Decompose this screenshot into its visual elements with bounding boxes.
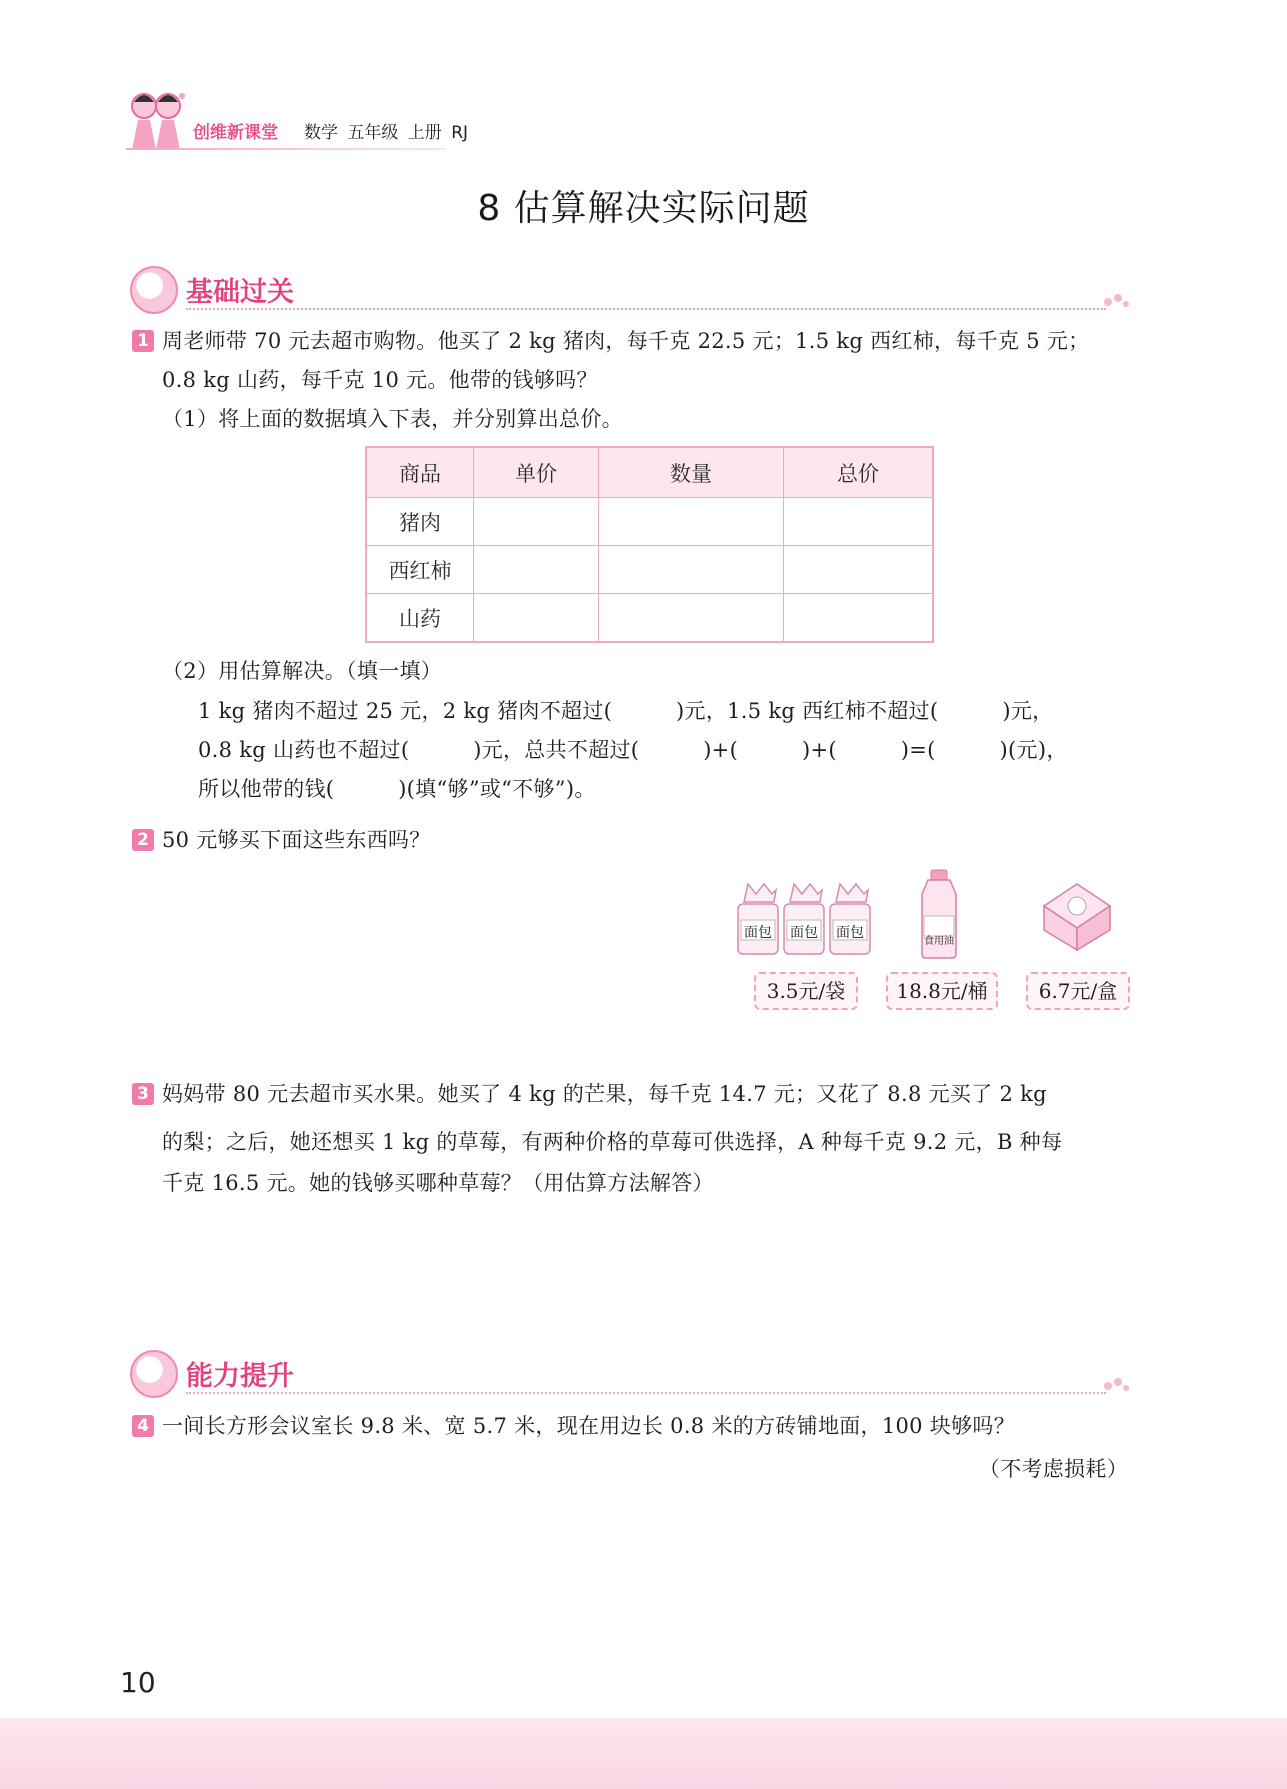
table-cell-item: 西红柿	[366, 546, 474, 594]
table-header: 数量	[599, 447, 784, 498]
page-title: 8 估算解决实际问题	[477, 188, 810, 229]
kids-mascot-icon	[124, 88, 190, 152]
q2-line: 50 元够买下面这些东西吗？	[162, 828, 431, 852]
bread-label: 面包	[836, 925, 864, 941]
q1-line-2: 0.8 kg 山药，每千克 10 元。他带的钱够吗？	[162, 368, 598, 392]
price-tag: 3.5元/袋	[754, 972, 858, 1010]
section-rule	[186, 1392, 1106, 1394]
gift-box-icon	[1040, 878, 1114, 952]
answer-cell[interactable]	[599, 594, 784, 643]
answer-cell[interactable]	[474, 546, 599, 594]
subject-label: 数学 五年级 上册 RJ	[304, 123, 469, 143]
bread-label: 面包	[744, 925, 772, 941]
table-row	[366, 594, 933, 643]
page-number: 10	[120, 1666, 156, 1699]
answer-cell[interactable]	[784, 498, 934, 546]
table-row	[366, 498, 933, 546]
question-number: 2	[132, 829, 154, 851]
header-rule	[126, 148, 446, 150]
price-tag: 18.8元/桶	[886, 972, 998, 1010]
bread-bags-icon	[734, 876, 874, 958]
q1-fill-line-1: 1 kg 猪肉不超过 25 元，2 kg 猪肉不超过( )元，1.5 kg 西红柿不超过( )元，	[198, 699, 1054, 723]
question-number: 4	[132, 1415, 154, 1437]
decor-dots-icon	[1102, 292, 1132, 308]
section-rule	[186, 308, 1106, 310]
table-header-row	[366, 447, 933, 498]
answer-cell[interactable]	[474, 498, 599, 546]
q3-line-1: 妈妈带 80 元去超市买水果。她买了 4 kg 的芒果，每千克 14.7 元；又花了 8.8 元买了 2 kg	[162, 1082, 1047, 1106]
q4-line: 一间长方形会议室长 9.8 米、宽 5.7 米，现在用边长 0.8 米的方砖铺地面，100 块够吗？	[162, 1414, 1015, 1438]
price-table	[365, 446, 934, 643]
q1-part2-prompt: （2）用估算解决。（填一填）	[162, 659, 443, 683]
answer-cell[interactable]	[784, 594, 934, 643]
q1-fill-line-3: 所以他带的钱( )(填“够”或“不够”)。	[198, 777, 596, 801]
table-header: 单价	[474, 447, 599, 498]
q1-line-1: 周老师带 70 元去超市购物。他买了 2 kg 猪肉，每千克 22.5 元；1.5 kg 西红柿，每千克 5 元；	[162, 329, 1090, 353]
q3-line-3: 千克 16.5 元。她的钱够买哪种草莓？（用估算方法解答）	[162, 1171, 714, 1195]
price-tag: 6.7元/盒	[1026, 972, 1130, 1010]
bottom-band	[0, 1718, 1287, 1789]
answer-cell[interactable]	[599, 498, 784, 546]
section-badge-icon	[130, 266, 178, 314]
table-header: 总价	[784, 447, 934, 498]
table-header: 商品	[366, 447, 474, 498]
decor-dots-icon	[1102, 1376, 1132, 1392]
oil-label: 食用油	[924, 936, 954, 947]
table-cell-item: 猪肉	[366, 498, 474, 546]
answer-cell[interactable]	[599, 546, 784, 594]
q1-fill-line-2: 0.8 kg 山药也不超过( )元，总共不超过( )+( )+( )=( )(元)，	[198, 738, 1068, 762]
question-number: 3	[132, 1083, 154, 1105]
section-badge-icon	[130, 1350, 178, 1398]
section-title-basic: 基础过关	[186, 277, 294, 308]
question-number: 1	[132, 330, 154, 352]
brand-label: 创维新课堂	[193, 123, 278, 143]
table-row	[366, 546, 933, 594]
answer-cell[interactable]	[784, 546, 934, 594]
q1-part1-prompt: （1）将上面的数据填入下表，并分别算出总价。	[162, 407, 623, 431]
q4-note: （不考虑损耗）	[978, 1457, 1128, 1481]
table-cell-item: 山药	[366, 594, 474, 643]
q3-line-2: 的梨；之后，她还想买 1 kg 的草莓，有两种价格的草莓可供选择，A 种每千克 9.2 元，B 种每	[162, 1130, 1063, 1154]
answer-cell[interactable]	[474, 594, 599, 643]
section-title-advanced: 能力提升	[186, 1361, 294, 1392]
bread-label: 面包	[790, 925, 818, 941]
